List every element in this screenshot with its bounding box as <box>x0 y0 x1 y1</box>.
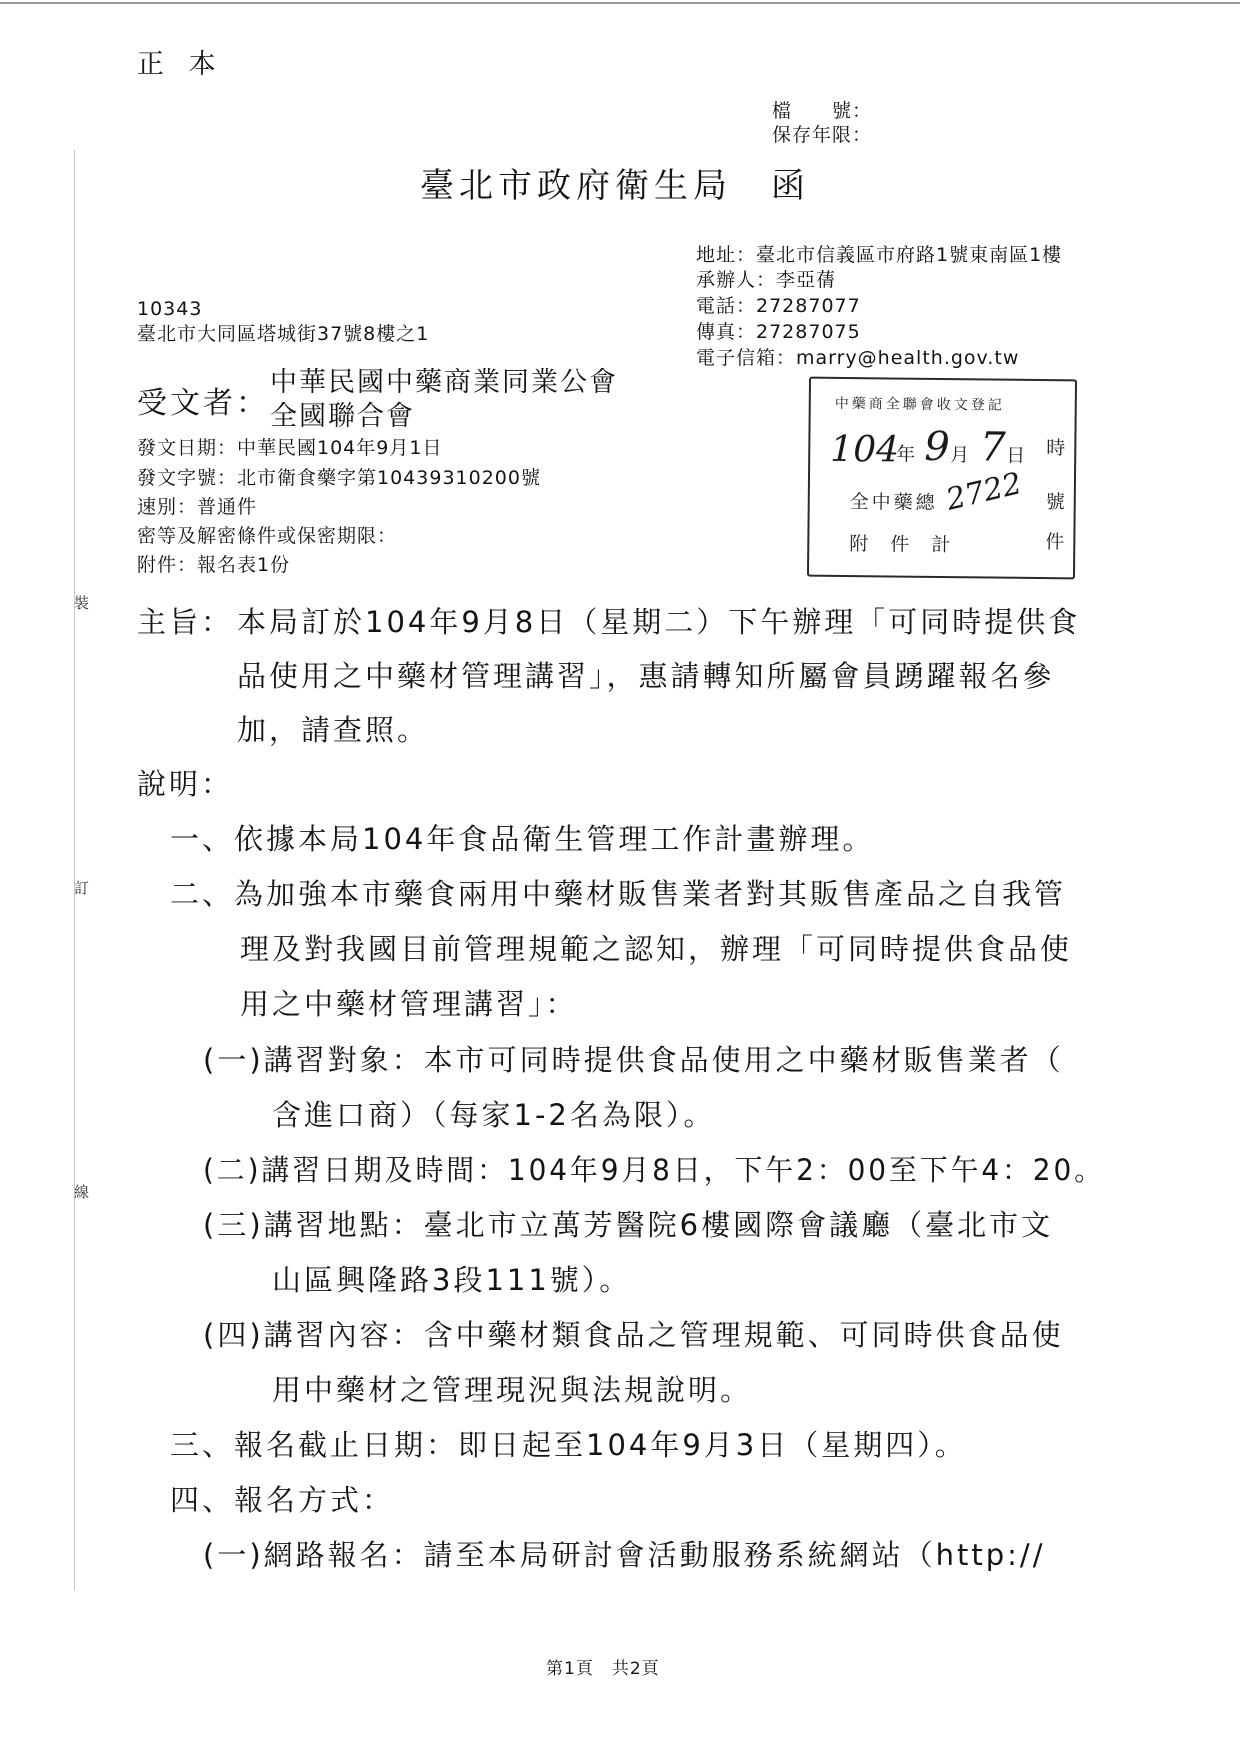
retention-period-label: 保存年限： <box>772 124 873 146</box>
stamp-serial-prefix: 全中藥總 <box>849 491 938 514</box>
stamp-day: 7 <box>980 424 1007 471</box>
explanation-item-2: 二、為加強本市藥食兩用中藥材販售業者對其販售產品之自我管 <box>170 877 1067 911</box>
explanation-item-2-cont: 用之中藥材管理講習」： <box>240 987 578 1021</box>
sub-item-3: (三)講習地點：臺北市立萬芳醫院6樓國際會議廳（臺北市文 <box>203 1208 1054 1242</box>
recipient-name-line2: 全國聯合會 <box>270 401 415 432</box>
document-title: 臺北市政府衛生局 函 <box>420 166 810 206</box>
sub-item-3-cont: 山區興隆路3段111號）。 <box>272 1263 632 1297</box>
binding-mark-bottom: 線 <box>74 1183 90 1201</box>
stamp-time-label: 時 <box>1046 437 1066 460</box>
delivery-speed: 速別：普通件 <box>137 496 258 518</box>
explanation-item-2-cont: 理及對我國目前管理規範之認知，辦理「可同時提供食品使 <box>240 932 1073 966</box>
sender-email: 電子信箱：marry@health.gov.tw <box>696 347 1020 369</box>
document-number: 發文字號：北市衛食藥字第10439310200號 <box>137 467 541 489</box>
stamp-month: 9 <box>924 423 951 471</box>
sub-item-4-1: (一)網路報名：請至本局研討會活動服務系統網站（http:// <box>203 1538 1046 1572</box>
copy-type: 正 本 <box>137 49 224 80</box>
binding-mark-top: 裝 <box>74 594 90 612</box>
subject-line: 品使用之中藥材管理講習」，惠請轉知所屬會員踴躍報名參 <box>237 659 1055 693</box>
sub-item-4: (四)講習內容：含中藥材類食品之管理規範、可同時供食品使 <box>203 1318 1064 1352</box>
receipt-stamp <box>807 377 1077 580</box>
stamp-day-label: 日 <box>1006 444 1026 467</box>
explanation-item-3: 三、報名截止日期：即日起至104年9月3日（星期四）。 <box>170 1428 967 1462</box>
stamp-attachment-label: 附 件 計 <box>849 533 959 557</box>
stamp-organization: 中藥商全聯會收文登記 <box>834 395 1005 414</box>
stamp-serial: 2722 <box>942 466 1026 518</box>
binding-margin-line <box>74 150 75 1590</box>
binding-mark-middle: 訂 <box>74 879 90 897</box>
scan-top-edge <box>0 2 1240 4</box>
sender-phone: 電話：27287077 <box>696 295 861 317</box>
sub-item-1: (一)講習對象：本市可同時提供食品使用之中藥材販售業者（ <box>203 1043 1064 1077</box>
explanation-item-1: 一、依據本局104年食品衛生管理工作計畫辦理。 <box>170 822 875 856</box>
file-number-label: 檔 號： <box>772 100 873 122</box>
stamp-year-label: 年 <box>896 443 916 466</box>
sender-contact: 承辦人：李亞蒨 <box>696 269 837 291</box>
subject-line: 加，請查照。 <box>237 713 430 747</box>
stamp-serial-label: 號 <box>1045 491 1065 514</box>
secrecy-level: 密等及解密條件或保密期限： <box>137 525 398 547</box>
subject-line: 本局訂於104年9月8日（星期二）下午辦理「可同時提供食 <box>237 605 1081 639</box>
explanation-item-4: 四、報名方式： <box>170 1483 395 1517</box>
sub-item-4-cont: 用中藥材之管理現況與法規說明。 <box>272 1373 753 1407</box>
stamp-month-label: 月 <box>950 444 970 467</box>
sub-item-2: (二)講習日期及時間：104年9月8日，下午2：00至下午4：20。 <box>203 1153 1105 1187</box>
recipient-address: 臺北市大同區塔城街37號8樓之1 <box>137 323 430 345</box>
subject-label: 主旨： <box>137 605 234 639</box>
page-number: 第1頁 共2頁 <box>546 1659 660 1679</box>
recipient-label: 受文者： <box>137 386 269 421</box>
attachment-info: 附件：報名表1份 <box>137 554 291 576</box>
stamp-year: 104 <box>830 428 900 471</box>
issue-date: 發文日期：中華民國104年9月1日 <box>137 437 443 459</box>
sender-address: 地址：臺北市信義區市府路1號東南區1樓 <box>696 244 1063 266</box>
stamp-count-label: 件 <box>1045 531 1065 554</box>
sub-item-1-cont: 含進口商）（每家1-2名為限）。 <box>272 1098 716 1132</box>
explanation-label: 說明： <box>137 767 234 801</box>
recipient-name-line1: 中華民國中藥商業同業公會 <box>270 367 618 398</box>
recipient-postal-code: 10343 <box>137 298 203 320</box>
sender-fax: 傳真：27287075 <box>696 321 861 343</box>
